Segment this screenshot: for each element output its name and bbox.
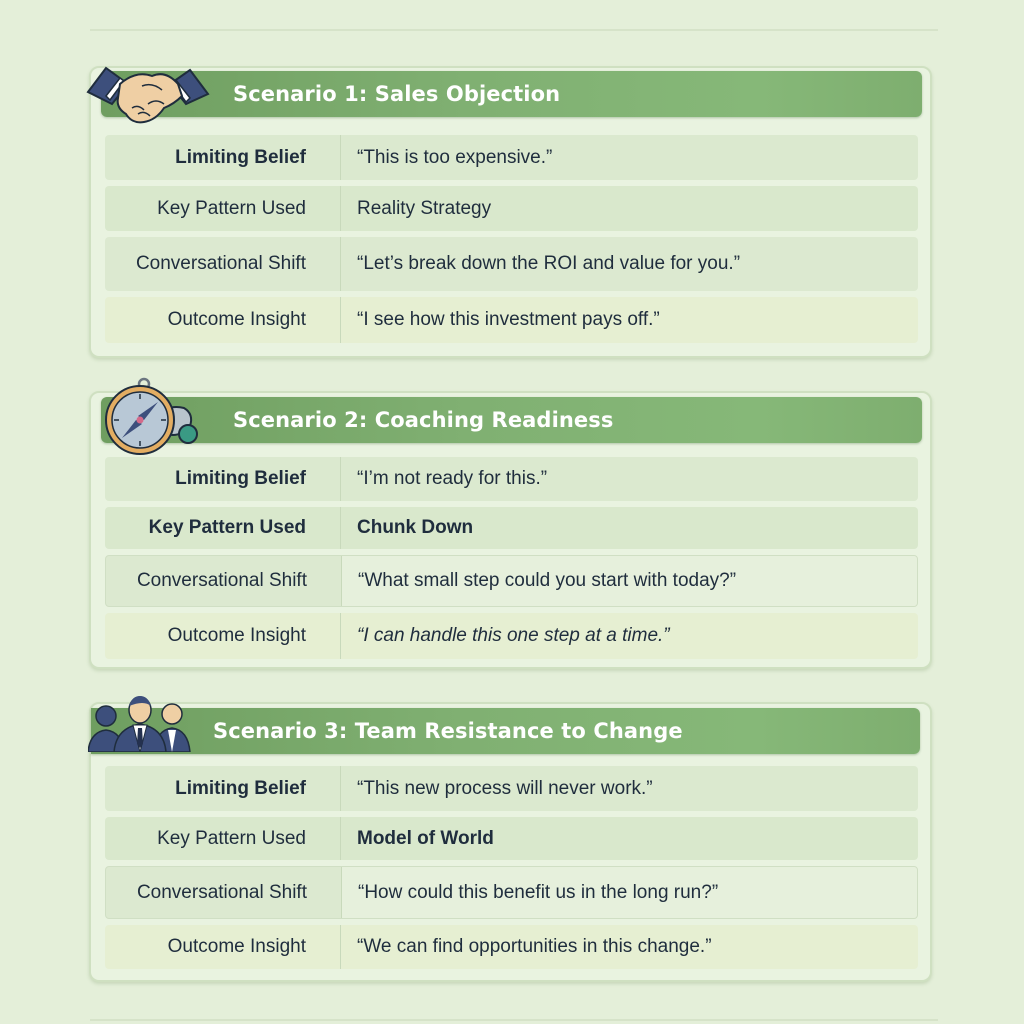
row-value: Chunk Down [357,517,474,538]
row-label: Key Pattern Used [105,186,341,231]
row-label: Limiting Belief [105,135,341,180]
table-row-key-pattern [105,507,918,549]
scenario-card-3 [89,702,932,982]
row-label: Key Pattern Used [105,817,341,860]
row-label: Limiting Belief [105,457,341,501]
row-value: “This is too expensive.” [357,146,553,168]
row-value: “I can handle this one step at a time.” [357,625,670,646]
table-row-limiting-belief [105,457,918,501]
scenario-title: Scenario 2: Coaching Readiness [233,408,614,432]
row-label: Conversational Shift [106,867,342,918]
table-row-limiting-belief [105,135,918,180]
row-value: “I see how this investment pays off.” [357,309,660,330]
team-icon [88,694,192,752]
row-value: “How could this benefit us in the long run?” [342,867,917,918]
row-value: “I’m not ready for this.” [357,468,548,489]
row-value: Model of World [357,827,494,849]
table-row-outcome-insight [105,297,918,343]
row-label: Limiting Belief [105,766,341,811]
table-row-conversational-shift [105,866,918,919]
scenario-header-1 [101,71,922,117]
row-value: Reality Strategy [357,197,492,219]
handshake-icon [86,64,210,128]
top-divider [90,29,938,31]
row-label: Outcome Insight [105,297,341,343]
table-row-key-pattern [105,817,918,860]
scenario-title: Scenario 1: Sales Objection [233,82,561,106]
table-row-outcome-insight [105,925,918,969]
row-value: “Let’s break down the ROI and value for you.” [357,253,741,274]
table-row-key-pattern [105,186,918,231]
scenario-header-3 [91,708,920,754]
bottom-divider [90,1019,938,1021]
table-row-outcome-insight [105,613,918,659]
row-label: Outcome Insight [105,925,341,969]
row-value: “This new process will never work.” [357,777,653,799]
row-label: Conversational Shift [105,237,341,291]
scenario-header-2 [101,397,922,443]
scenario-card-1 [89,66,932,358]
table-row-conversational-shift [105,237,918,291]
row-label: Outcome Insight [105,613,341,659]
table-row-conversational-shift [105,555,918,607]
row-value: “What small step could you start with today?” [342,556,917,606]
row-label: Conversational Shift [106,556,342,606]
scenario-card-2 [89,391,932,669]
scenario-title: Scenario 3: Team Resistance to Change [213,719,683,743]
row-label: Key Pattern Used [105,507,341,549]
row-value: “We can find opportunities in this change.” [357,936,712,957]
table-row-limiting-belief [105,766,918,811]
compass-icon [102,376,214,458]
